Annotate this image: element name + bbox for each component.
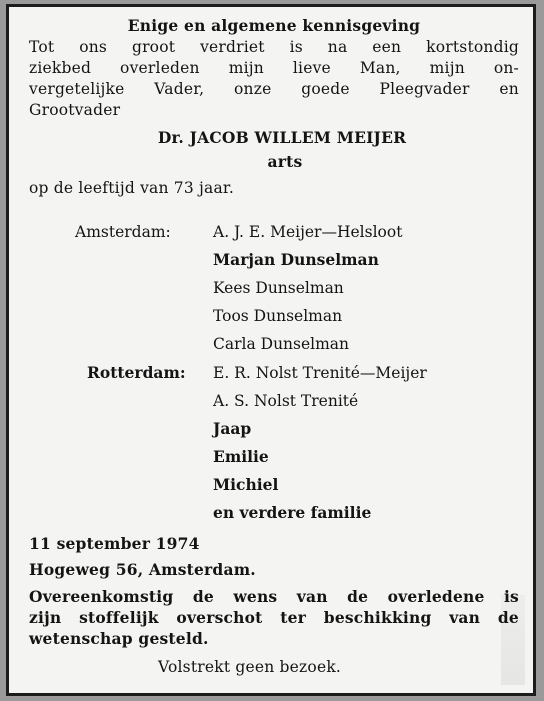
- family-member: A. J. E. Meijer—Helsloot: [213, 223, 403, 241]
- science-line-2: zijn stoffelijk overschot ter beschikking van de: [29, 608, 519, 627]
- family-member: A. S. Nolst Trenité: [213, 392, 359, 410]
- science-line-1: Overeenkomstig de wens van de overledene is: [29, 587, 519, 606]
- deceased-name: Dr. JACOB WILLEM MEIJER: [157, 128, 407, 147]
- family-member: Toos Dunselman: [213, 307, 343, 325]
- no-visit-line: Volstrekt geen bezoek.: [158, 658, 342, 676]
- notice-date: 11 september 1974: [29, 534, 200, 553]
- family-city-rotterdam: Rotterdam:: [87, 363, 186, 382]
- death-notice: [6, 4, 536, 696]
- intro-line-2: ziekbed overleden mijn lieve Man, mijn on-: [29, 59, 519, 77]
- family-member: Kees Dunselman: [213, 279, 344, 297]
- family-city-amsterdam: Amsterdam:: [75, 223, 171, 241]
- family-member: Marjan Dunselman: [213, 250, 379, 269]
- family-member: Michiel: [213, 475, 279, 494]
- family-member: Emilie: [213, 447, 269, 466]
- deceased-profession: arts: [267, 152, 303, 171]
- intro-line-4: Grootvader: [29, 101, 121, 119]
- closing-family: en verdere familie: [213, 503, 372, 522]
- age-line: op de leeftijd van 73 jaar.: [29, 179, 234, 197]
- notice-heading: Enige en algemene kennisgeving: [127, 16, 421, 35]
- intro-line-3: vergetelijke Vader, onze goede Pleegvader en: [29, 80, 519, 98]
- family-member: E. R. Nolst Trenité—Meijer: [213, 364, 427, 382]
- science-line-3: wetenschap gesteld.: [29, 629, 209, 648]
- intro-line-1: Tot ons groot verdriet is na een kortstondig: [29, 38, 519, 56]
- notice-address: Hogeweg 56, Amsterdam.: [29, 560, 256, 579]
- family-member: Jaap: [213, 419, 252, 438]
- family-member: Carla Dunselman: [213, 335, 350, 353]
